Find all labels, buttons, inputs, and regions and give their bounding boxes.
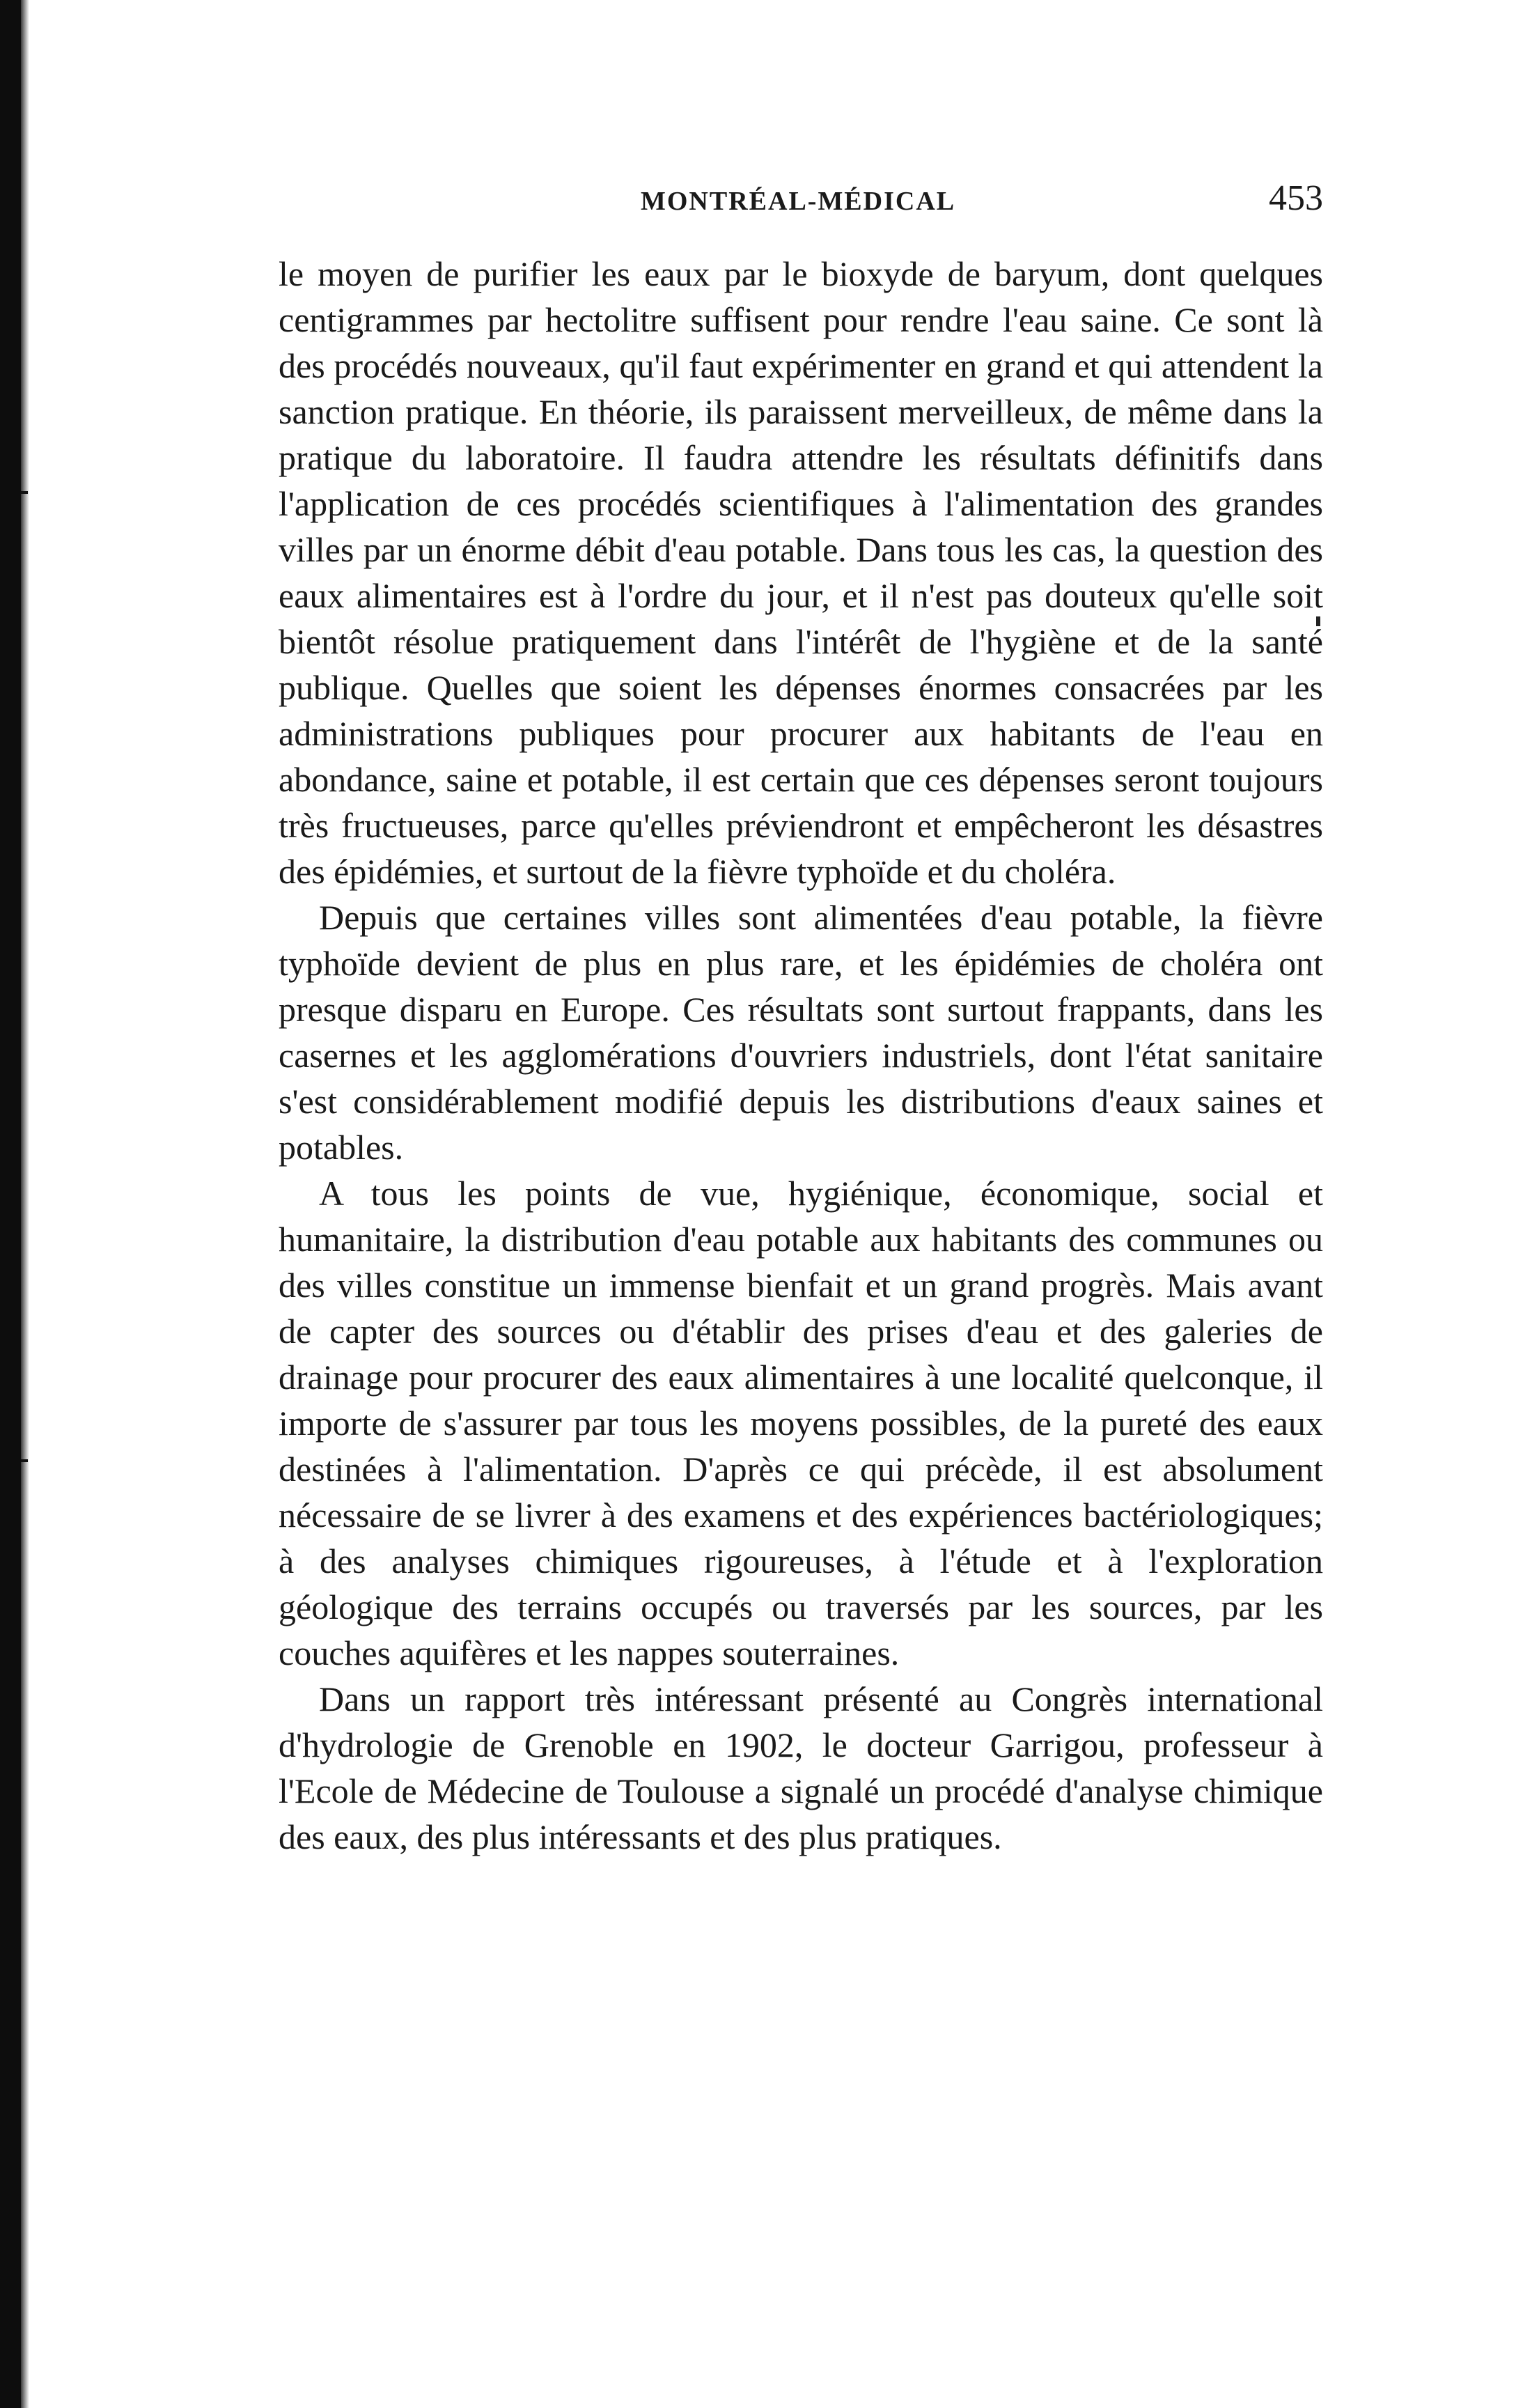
page-number: 453 — [1269, 178, 1323, 218]
paragraph: Dans un rapport très intéressant présenté au Congrès international d'hydrologie de Grenoble en 1902, le docteur Garrigou, professeur à l'Ecole de Médecine de Toulouse a signalé un procédé d'analyse chimique des eaux, des plus intéressants et des plus pratiques. — [279, 1679, 1323, 1856]
running-title: MONTRÉAL-MÉDICAL — [641, 187, 956, 216]
paragraph: A tous les points de vue, hygiénique, économique, social et humanitaire, la distribution d'eau potable aux habitants des communes ou des villes constitue un immense bienfait et un grand progrès. Mais avant de capter des sources ou d'établir des prises d'eau et des galeries de drainage pour procurer des eaux alimentaires à une localité quelconque, il importe de s'assurer par tous les moyens possibles, de la pureté des eaux destinées à l'alimentation. D'après ce qui précède, il est absolument nécessaire de se livrer à des examens et des expériences bactériologiques; à des analyses chimiques rigoureuses, à l'étude et à l'exploration géologique des terrains occupés ou traversés par les sources, par les couches aquifères et les nappes souterraines. — [279, 1174, 1323, 1672]
page-binding-shadow — [21, 0, 29, 2408]
page-binding-edge — [0, 0, 21, 2408]
paragraph-continued: le moyen de purifier les eaux par le bioxyde de baryum, dont quelques centigrammes par hectolitre suffisent pour rendre l'eau saine. Ce sont là des procédés nouveaux, qu'il faut expérimenter en grand et qui attendent la sanction pratique. En théorie, ils paraissent merveilleux, de même dans la pratique du laboratoire. Il faudra attendre les résultats définitifs dans l'application de ces procédés scientifiques à l'alimentation des grandes villes par un énorme débit d'eau potable. Dans tous les cas, la question des eaux alimentaires est à l'ordre du jour, et il n'est pas douteux qu'elle soit bientôt résolue pratiquement dans l'intérêt de l'hygiène et de la santé publique. Quelles que soient les dépenses énormes consacrées par les administrations publiques pour procurer aux habitants de l'eau en abondance, saine et potable, il est certain que ces dépenses seront toujours très fructueuses, parce qu'elles préviendront et empêcheront les désastres des épidémies, et surtout de la fièvre typhoïde et du choléra. — [279, 254, 1323, 891]
margin-mark — [21, 1459, 28, 1462]
margin-mark — [21, 491, 28, 494]
body-text — [279, 251, 1323, 1860]
paragraph: Depuis que certaines villes sont alimentées d'eau potable, la fièvre typhoïde devient de plus en plus rare, et les épidémies de choléra ont presque disparu en Europe. Ces résultats sont surtout frappants, dans les casernes et les agglomérations d'ouvriers industriels, dont l'état sanitaire s'est considérablement modifié depuis les distributions d'eaux saines et potables. — [279, 898, 1323, 1167]
page-header — [279, 178, 1323, 226]
